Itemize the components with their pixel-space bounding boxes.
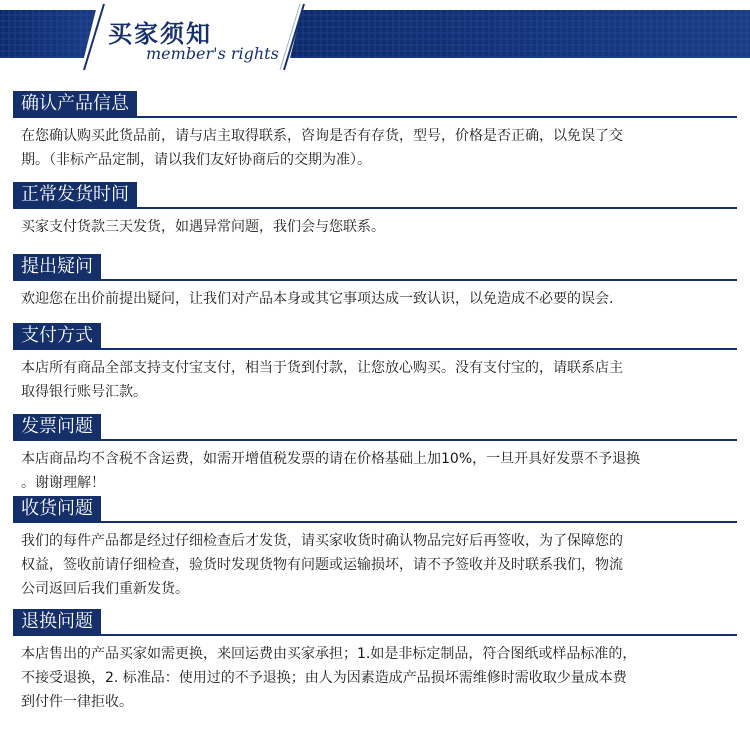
section-divider <box>13 521 737 523</box>
section-label: 正常发货时间 <box>13 182 137 207</box>
section-text: 买家支付货款三天发货，如遇异常问题，我们会与您联系。 <box>21 219 385 235</box>
section-divider <box>13 207 737 209</box>
section-text: 在您确认购买此货品前，请与店主取得联系，咨询是否有存货，型号，价格是否正确，以免误了交 期。（非标产品定制，请以我们友好协商后的交期为准）。 <box>21 128 623 168</box>
page-title: 买家须知 <box>108 20 212 48</box>
section-label: 退换问题 <box>13 609 101 634</box>
page-subtitle: member's rights <box>146 44 279 63</box>
section-label: 支付方式 <box>13 323 101 348</box>
section-divider <box>13 348 737 350</box>
section-divider <box>13 116 737 118</box>
section-divider <box>13 439 737 441</box>
section-divider <box>13 634 737 636</box>
section-text: 本店所有商品全部支持支付宝支付，相当于货到付款，让您放心购买。没有支付宝的，请联系店主 取得银行账号汇款。 <box>21 360 623 400</box>
header-banner <box>0 0 750 73</box>
section-text: 本店商品均不含税不含运费，如需开增值税发票的请在价格基础上加10%，一旦开具好发票不予退换 。谢谢理解！ <box>21 451 641 491</box>
section-label: 提出疑问 <box>13 254 101 279</box>
section-text: 欢迎您在出价前提出疑问，让我们对产品本身或其它事项达成一致认识，以免造成不必要的误会. <box>21 291 614 307</box>
section-text: 我们的每件产品都是经过仔细检查后才发货，请买家收货时确认物品完好后再签收，为了保障您的 权益，签收前请仔细检查，验货时发现货物有问题或运输损坏，请不予签收并及时联系我们，物流 公司返回后我们重新发货。 <box>21 533 623 597</box>
section-divider <box>13 279 737 281</box>
section-label: 确认产品信息 <box>13 91 137 116</box>
section-label: 收货问题 <box>13 496 101 521</box>
section-text: 本店售出的产品买家如需更换，来回运费由买家承担；1.如是非标定制品，符合图纸或样品标准的， 不接受退换，2. 标准品：使用过的不予退换；由人为因素造成产品损坏需维修时需收取少量成本费 到付件一律拒收。 <box>21 646 637 710</box>
section-label: 发票问题 <box>13 414 101 439</box>
